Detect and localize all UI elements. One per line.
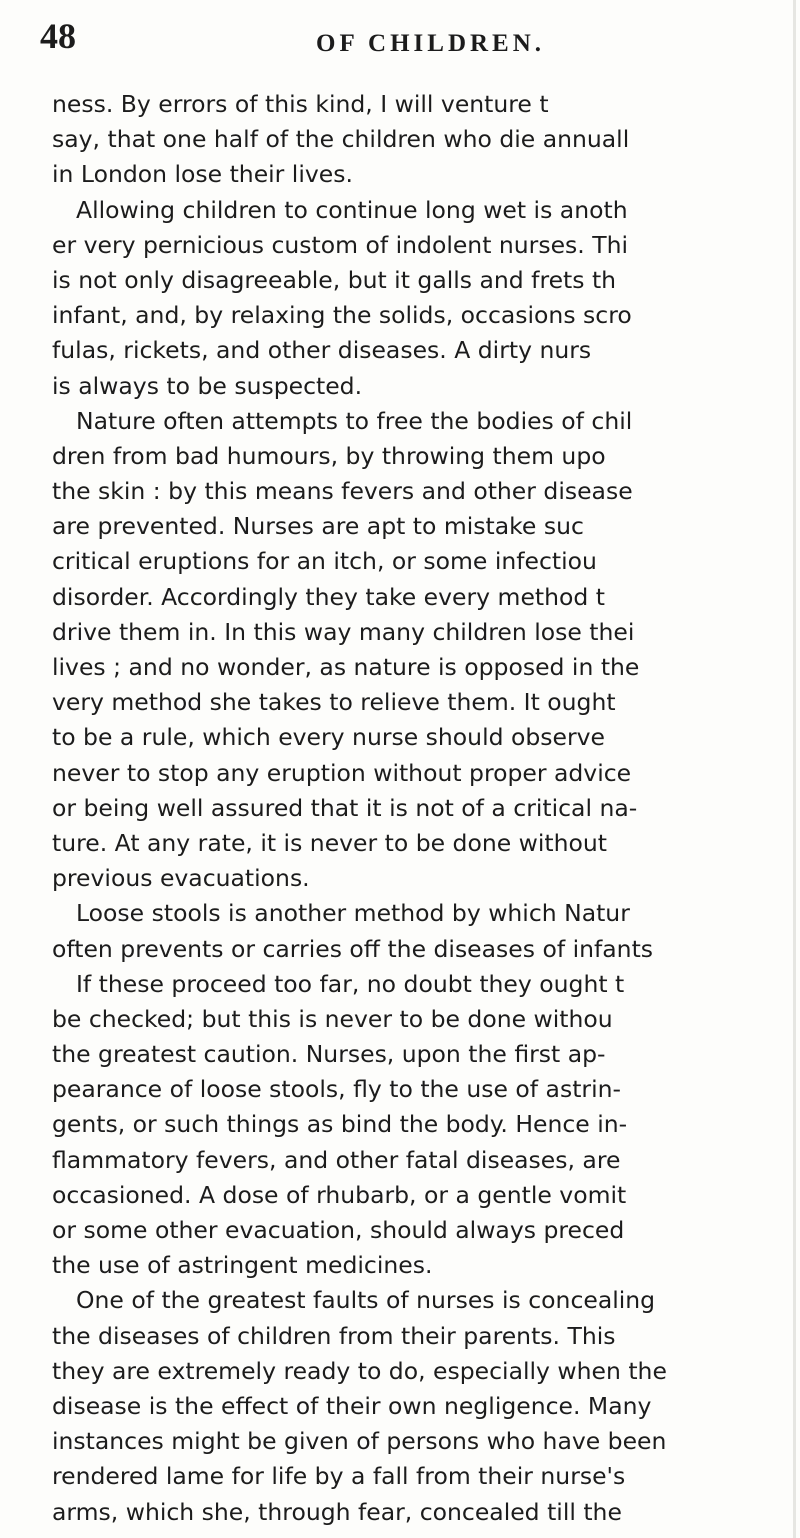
text-line: are prevented. Nurses are apt to mistake suc <box>52 512 584 541</box>
text-line: ture. At any rate, it is never to be done without <box>52 828 608 857</box>
text-line: previous evacuations. <box>52 864 310 893</box>
text-line: very method she takes to relieve them. It ought <box>52 688 616 717</box>
text-line: the greatest caution. Nurses, upon the first ap- <box>52 1040 606 1069</box>
text-line: rendered lame for life by a fall from their nurse's <box>52 1462 626 1491</box>
paragraph-start-line: One of the greatest faults of nurses is concealing <box>76 1286 656 1315</box>
paragraph-start-line: Allowing children to continue long wet is anoth <box>76 195 628 224</box>
text-line: be checked; but this is never to be done withou <box>52 1004 613 1033</box>
page-edge <box>793 0 796 1538</box>
text-line: or some other evacuation, should always preced <box>52 1216 625 1244</box>
text-line: fulas, rickets, and other diseases. A dirty nurs <box>52 336 592 365</box>
text-line: is always to be suspected. <box>52 371 363 400</box>
page-header <box>40 14 780 64</box>
text-line: dren from bad humours, by throwing them upo <box>52 441 606 470</box>
paragraph-start-line: Nature often attempts to free the bodies of chil <box>76 406 633 435</box>
text-line: critical eruptions for an itch, or some infectiou <box>52 547 597 576</box>
text-line: or being well assured that it is not of a critical na- <box>52 793 638 822</box>
page-number: 48 <box>40 16 76 56</box>
paragraph-start-line: Loose stools is another method by which Natur <box>76 899 630 928</box>
text-line: the diseases of children from their parents. This <box>52 1321 616 1350</box>
text-line: gents, or such things as bind the body. Hence in- <box>52 1110 628 1139</box>
text-line: occasioned. A dose of rhubarb, or a gentle vomit <box>52 1180 627 1209</box>
text-line: is not only disagreeable, but it galls and frets th <box>52 265 617 294</box>
text-line: the use of astringent medicines. <box>52 1251 433 1280</box>
text-line: pearance of loose stools, fly to the use of astrin- <box>52 1075 621 1104</box>
text-line: they are extremely ready to do, especially when the <box>52 1356 667 1385</box>
text-line: If these proceed too far, no doubt they ought t <box>76 969 625 998</box>
text-line: lives ; and no wonder, as nature is opposed in the <box>52 653 640 681</box>
text-line: flammatory fevers, and other fatal diseases, are <box>52 1145 621 1174</box>
text-line: er very pernicious custom of indolent nurses. Thi <box>52 230 629 259</box>
text-line: drive them in. In this way many children lose thei <box>52 617 635 646</box>
text-line: infant, and, by relaxing the solids, occasions scro <box>52 301 632 330</box>
text-line: arms, which she, through fear, concealed till the <box>52 1497 622 1526</box>
text-line: ness. By errors of this kind, I will venture t <box>52 90 549 118</box>
body-text <box>52 87 792 1530</box>
text-line: disease is the effect of their own negligence. Many <box>52 1391 652 1420</box>
text-line: in London lose their lives. <box>52 160 353 189</box>
text-line: instances might be given of persons who have been <box>52 1427 667 1456</box>
text-line: disorder. Accordingly they take every method t <box>52 582 605 611</box>
text-line: to be a rule, which every nurse should observe <box>52 723 606 752</box>
running-head: OF CHILDREN. <box>316 30 546 57</box>
text-line: often prevents or carries off the diseases of infants <box>52 934 654 963</box>
text-line: never to stop any eruption without proper advice <box>52 758 632 787</box>
text-line: say, that one half of the children who die annuall <box>52 125 630 154</box>
text-line: the skin : by this means fevers and other disease <box>52 477 633 506</box>
